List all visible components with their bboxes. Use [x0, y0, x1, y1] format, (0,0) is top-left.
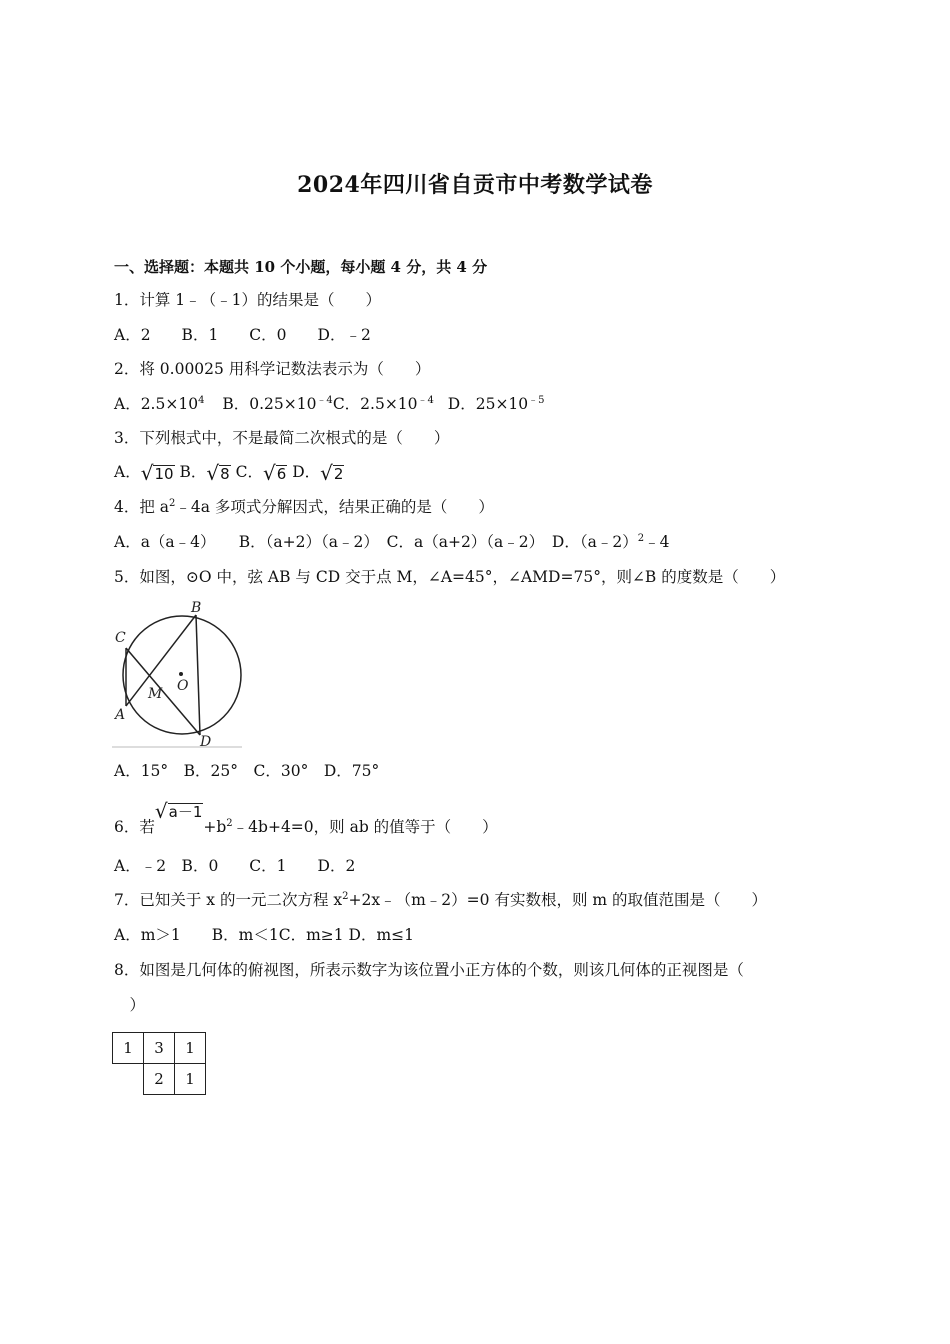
question-6-options: A．﹣2 B．0 C．1 D．2 [114, 857, 356, 875]
question-5-stem: 5．如图，⊙O 中，弦 AB 与 CD 交于点 M，∠A=45°，∠AMD=75°，则∠B 的度数是（ ） [114, 568, 786, 586]
label-a: A [115, 707, 126, 723]
label-m: M [148, 686, 163, 702]
question-2-options [114, 394, 545, 414]
question-7-options: A．m＞1 B．m＜1C．m≥1 D．m≤1 [114, 926, 415, 944]
option-d: D．$25\times 10^{﹣5}$ [447, 395, 545, 413]
sqrt-a-minus-1: √ a－1 [154, 799, 203, 823]
question-2-stem: 2．将 0.00025 用科学记数法表示为（ ） [114, 360, 431, 378]
section-heading: 一、选择题：本题共 10 个小题，每小题 4 分，共 4 分 [114, 258, 488, 276]
question-3-options: A． √ 10 B． √ 8 C． √ 6 D． √ 2 [114, 461, 344, 485]
grid-row [113, 1033, 206, 1064]
question-4-stem: 4．把 $a^2﹣4a$ 多项式分解因式，结果正确的是（ ） [114, 498, 494, 516]
segment-bd [196, 615, 200, 735]
question-5-options: A．15° B．25° C．30° D．75° [114, 762, 380, 780]
label-b: B [191, 600, 202, 616]
grid-cell: 2 [144, 1064, 175, 1095]
question-8-stem: 8．如图是几何体的俯视图，所表示数字为该位置小正方体的个数，则该几何体的正视图是（ [114, 961, 744, 979]
option-b: B．$0.25\times 10^{﹣4}$ [222, 395, 333, 413]
option-a: A．$2.5\times 10^4$ [114, 395, 205, 413]
top-view-table [112, 1032, 206, 1095]
grid-cell: 1 [175, 1064, 206, 1095]
label-o: O [177, 678, 189, 694]
sqrt-10: √ 10 [140, 461, 174, 485]
option-c: C．$2.5\times 10^{﹣4}$ [332, 395, 434, 413]
circle-figure [112, 598, 244, 750]
grid-cell-empty [113, 1064, 144, 1095]
sqrt-6: √ 6 [262, 461, 287, 485]
page-title: 2024年四川省自贡市中考数学试卷 [297, 172, 653, 198]
label-c: C [115, 630, 126, 646]
sqrt-8: √ 8 [206, 461, 230, 485]
center-point [179, 672, 183, 676]
question-3-stem: 3．下列根式中，不是最简二次根式的是（ ） [114, 429, 450, 447]
label-d: D [200, 734, 212, 750]
question-8-stem-continued: ） [114, 996, 146, 1014]
grid-cell: 3 [144, 1033, 175, 1064]
sqrt-2: √ 2 [320, 461, 344, 485]
question-1-stem: 1．计算 1﹣（﹣1）的结果是（ ） [114, 291, 382, 309]
grid-row [113, 1064, 206, 1095]
question-4-options: A．a（a﹣4） B．（a+2）（a﹣2） C．a（a+2）（a﹣2） D．（a﹣2）$^2$﹣4 [114, 533, 670, 551]
grid-cell: 1 [175, 1033, 206, 1064]
question-1-options: A．2 B．1 C．0 D．﹣2 [114, 326, 371, 344]
question-7-stem: 7．已知关于 x 的一元二次方程 $x^2+2x﹣(m﹣2)=0$ 有实数根，则 m 的取值范围是（ ） [114, 891, 767, 909]
grid-cell: 1 [113, 1033, 144, 1064]
question-6-stem: 6．若 √ a－1 $+b^2﹣4b+4=0$，则 ab 的值等于（ ） [114, 799, 498, 836]
top-view-grid [112, 1032, 206, 1095]
